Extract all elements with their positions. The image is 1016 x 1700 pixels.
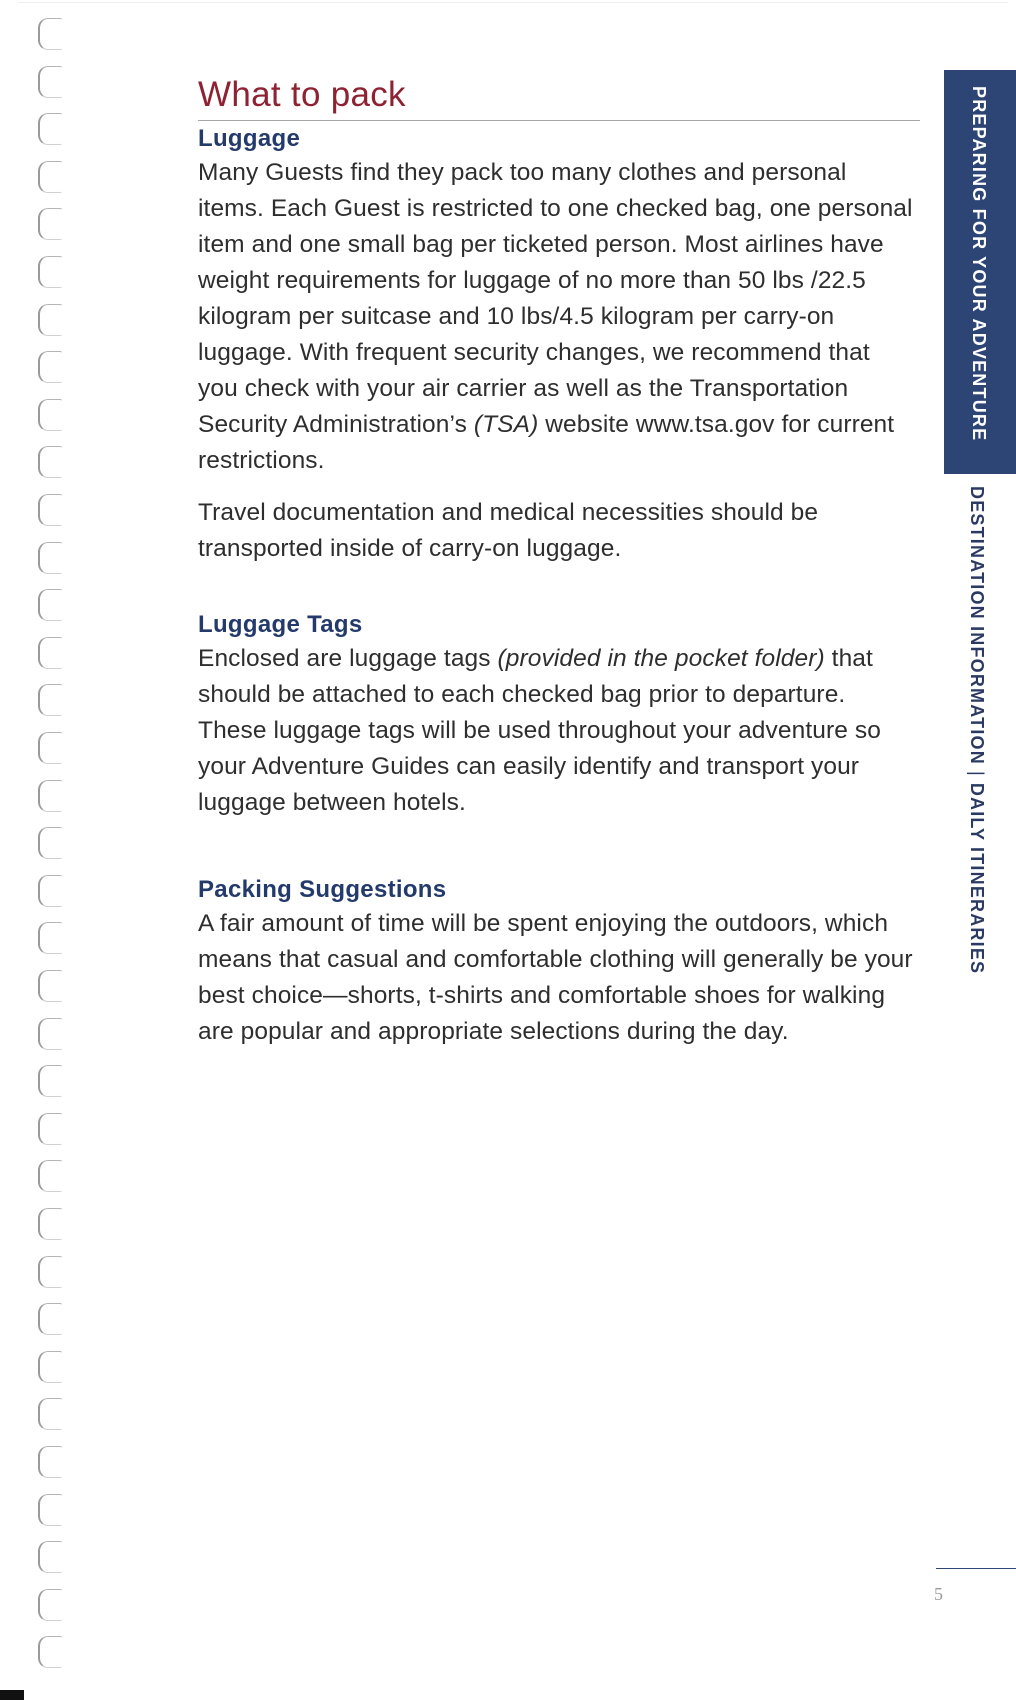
binding-hole bbox=[38, 637, 62, 669]
binding-hole bbox=[38, 1398, 62, 1430]
page-title: What to pack bbox=[198, 75, 406, 114]
tab-preparing-for-your-adventure[interactable] bbox=[944, 70, 1016, 474]
binding-hole bbox=[38, 256, 62, 288]
section-heading: Luggage bbox=[198, 125, 301, 152]
binding-hole bbox=[38, 208, 62, 240]
binding-hole bbox=[38, 1589, 62, 1621]
binding-hole bbox=[38, 732, 62, 764]
binding-hole bbox=[38, 827, 62, 859]
section-heading: Luggage Tags bbox=[198, 611, 363, 638]
binding-hole bbox=[38, 446, 62, 478]
binding-hole bbox=[38, 1541, 62, 1573]
page-number-rule bbox=[936, 1568, 1016, 1569]
binding-hole bbox=[38, 1494, 62, 1526]
binding-hole bbox=[38, 780, 62, 812]
tab-label: PREPARING FOR YOUR ADVENTURE bbox=[969, 86, 989, 442]
binding-hole bbox=[38, 1113, 62, 1145]
text-segment: that should be attached to each checked bag prior to departure. These luggage tags will be used throughout your adventure so your Adventure Guides can easily identify and transport your luggage between hotels. bbox=[198, 645, 881, 816]
tab-separator: | bbox=[967, 770, 987, 777]
page-number: 5 bbox=[934, 1584, 943, 1604]
binding-hole bbox=[38, 922, 62, 954]
binding-hole bbox=[38, 1446, 62, 1478]
text-segment: Enclosed are luggage tags bbox=[198, 645, 498, 672]
binding-hole bbox=[38, 1256, 62, 1288]
italic-text: (provided in the pocket folder) bbox=[497, 645, 825, 672]
paragraph bbox=[198, 641, 914, 821]
binding-hole bbox=[38, 1303, 62, 1335]
paragraph bbox=[198, 906, 914, 1050]
tab-destination-information[interactable]: DESTINATION INFORMATION bbox=[967, 486, 987, 765]
text-segment: website www.tsa.gov for current restrictions. bbox=[198, 411, 895, 474]
main-content bbox=[198, 72, 914, 1050]
scan-edge-mark bbox=[0, 1690, 24, 1700]
binding-hole bbox=[38, 542, 62, 574]
title-divider bbox=[198, 120, 920, 121]
spiral-binding bbox=[30, 18, 90, 1688]
binding-hole bbox=[38, 18, 62, 50]
text-segment: Travel documentation and medical necessities should be transported inside of carry-on luggage. bbox=[198, 499, 819, 562]
section-heading: Packing Suggestions bbox=[198, 876, 447, 903]
binding-hole bbox=[38, 399, 62, 431]
paragraph bbox=[198, 495, 914, 567]
binding-hole bbox=[38, 304, 62, 336]
binding-hole bbox=[38, 589, 62, 621]
text-segment: A fair amount of time will be spent enjoying the outdoors, which means that casual and comfortable clothing will generally be your best choice—shorts, t-shirts and comfortable shoes for walking are popular and appropriate selections during the day. bbox=[198, 910, 913, 1045]
side-tabs-inactive bbox=[966, 486, 987, 974]
text-segment: Many Guests find they pack too many clothes and personal items. Each Guest is restricted to one checked bag, one personal item and one small bag per ticketed person. Most airlines have weight requirements for luggage of no more than 50 lbs /22.5 kilogram per suitcase and 10 lbs/4.5 kilogram per carry-on luggage. With frequent security changes, we recommend that you check with your air carrier as well as the Transportation Security Administration’s bbox=[198, 159, 913, 438]
binding-hole bbox=[38, 113, 62, 145]
section-luggage bbox=[198, 123, 914, 567]
binding-hole bbox=[38, 1160, 62, 1192]
binding-hole bbox=[38, 1636, 62, 1668]
page-top-edge bbox=[18, 2, 1008, 3]
binding-hole bbox=[38, 1351, 62, 1383]
section-packing-suggestions bbox=[198, 874, 914, 1050]
tab-daily-itineraries[interactable]: DAILY ITINERARIES bbox=[967, 782, 987, 975]
binding-hole bbox=[38, 494, 62, 526]
binding-hole bbox=[38, 1065, 62, 1097]
binding-hole bbox=[38, 684, 62, 716]
paragraph bbox=[198, 155, 914, 479]
binding-hole bbox=[38, 161, 62, 193]
section-luggage-tags bbox=[198, 609, 914, 821]
binding-hole bbox=[38, 1018, 62, 1050]
italic-text: (TSA) bbox=[473, 411, 539, 438]
binding-hole bbox=[38, 1208, 62, 1240]
binding-hole bbox=[38, 970, 62, 1002]
binding-hole bbox=[38, 875, 62, 907]
binding-hole bbox=[38, 66, 62, 98]
binding-hole bbox=[38, 351, 62, 383]
